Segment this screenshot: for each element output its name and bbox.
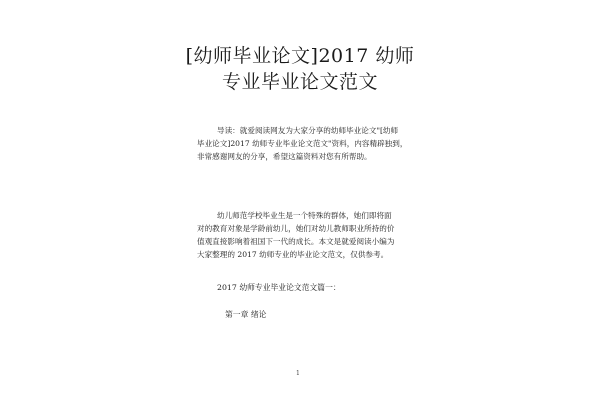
body-line-4: 大家整理的 2017 幼师专业的毕业论文范文，仅供参考。 (197, 250, 389, 259)
chapter-heading: 第一章 绪论 (225, 310, 267, 319)
intro-line-3: 非常感谢网友的分享，希望这篇资料对您有所帮助。 (197, 152, 372, 161)
section-heading: 2017 幼师专业毕业论文范文篇一： (217, 283, 341, 292)
document-title-line-1: [幼师毕业论文]2017 幼师 (185, 45, 415, 67)
intro-line-2: 毕业论文]2017 幼师专业毕业论文范文"资料，内容精辟独到， (197, 139, 408, 148)
body-line-3: 值观直接影响着祖国下一代的成长。本文是就爱阅读小编为 (197, 237, 395, 246)
intro-line-1: 导读：就爱阅读网友为大家分享的幼师毕业论文"[幼师 (217, 126, 399, 135)
document-title-line-2: 专业毕业论文范文 (221, 71, 378, 93)
body-line-2: 对的教育对象是学龄前幼儿，她们对幼儿教师职业所持的价 (197, 224, 395, 233)
page-number: 1 (296, 370, 300, 377)
body-line-1: 幼儿师范学校毕业生是一个特殊的群体，她们即将面 (217, 211, 392, 220)
